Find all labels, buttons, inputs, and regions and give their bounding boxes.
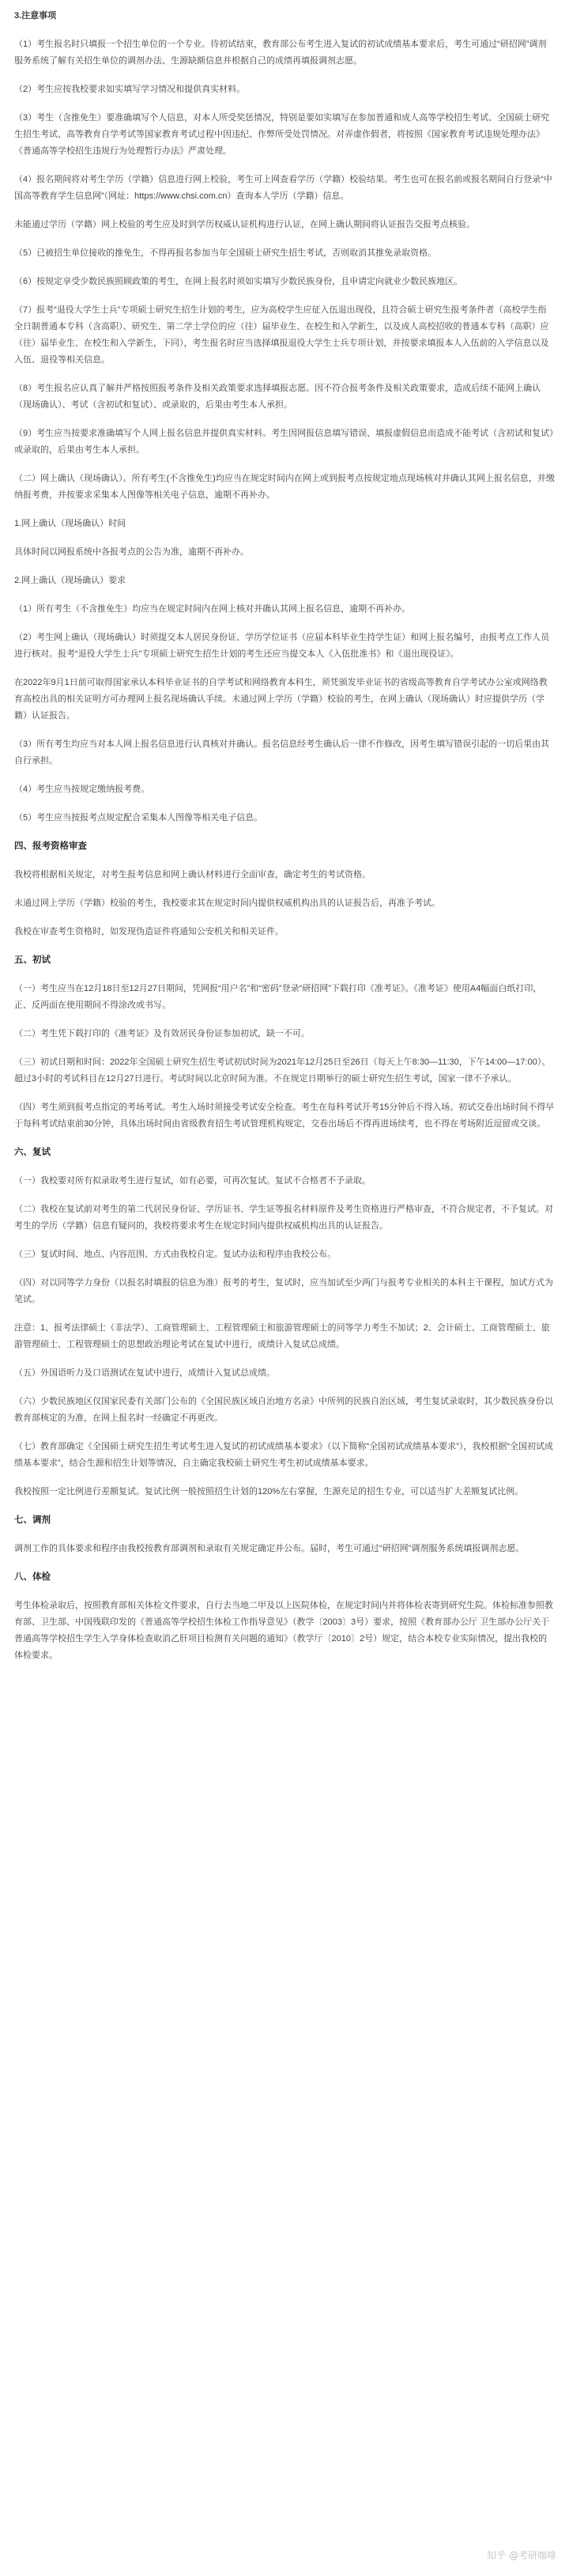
paragraph: （二）我校在复试前对考生的第二代居民身份证、学历证书、学生证等报名材料原件及考生资格进行严格审查，不符合规定者，不予复试。对考生的学历（学籍）信息有疑问的，我校将要求考生在规定时间内提供权威机构出具的认证报告。 — [14, 1205, 553, 1231]
paragraph: （一）考生应当在12月18日至12月27日期间，凭网报“用户名”和“密码”登录“研招网”下载打印《准考证》。《准考证》使用A4幅面白纸打印，正、反两面在使用期间不得涂改或书写。 — [14, 984, 542, 1010]
paragraph: （2）考生应按我校要求如实填写学习情况和提供真实材料。 — [14, 85, 246, 94]
heading: 3.注意事项 — [14, 11, 57, 21]
paragraph: （9）考生应当按要求准确填写个人网上报名信息并提供真实材料。考生因网报信息填写错误、填报虚假信息而造成不能考试（含初试和复试）或录取的，后果由考生本人承担。 — [14, 429, 554, 455]
watermark: 知乎 @考研咖啡 — [487, 2550, 556, 2561]
paragraph: （4）报名期间将对考生学历（学籍）信息进行网上校验，考生可上网查看学历（学籍）校验结果。考生也可在报名前或报名期间自行登录“中国高等教育学生信息网”（网址：https://www.chsi.com.cn）查询本人学历（学籍）信息。 — [14, 175, 552, 201]
paragraph: （四）对以同等学力身份（以报名时填报的信息为准）报考的考生，复试时，应当加试至少两门与报考专业相关的本科主干课程，加试方式为笔试。 — [14, 1278, 553, 1304]
section-heading: 八、体检 — [14, 1572, 51, 1582]
paragraph: （5）已被招生单位接收的推免生，不得再报名参加当年全国硕士研究生招生考试，否则取消其推免录取资格。 — [14, 248, 437, 258]
paragraph: （8）考生报名应认真了解并严格按照报考条件及相关政策要求选择填报志愿。因不符合报考条件及相关政策要求，造成后续不能网上确认（现场确认）、考试（含初试和复试）、或录取的，后果由考生本人承担。 — [14, 384, 541, 410]
paragraph: （一）我校要对所有拟录取考生进行复试，如有必要，可再次复试。复试不合格者不予录取。 — [14, 1176, 371, 1186]
paragraph: （三）复试时间、地点、内容范围、方式由我校自定。复试办法和程序由我校公布。 — [14, 1250, 336, 1259]
paragraph: （6）按规定享受少数民族照顾政策的考生，在网上报名时须如实填写少数民族身份，且申请定向就业少数民族地区。 — [14, 277, 463, 286]
paragraph: 具体时间以网报系统中各报考点的公告为准，逾期不再补办。 — [14, 547, 249, 557]
paragraph: 2.网上确认（现场确认）要求 — [14, 576, 126, 585]
paragraph: （二）考生凭下载打印的《准考证》及有效居民身份证参加初试，缺一不可。 — [14, 1029, 310, 1038]
paragraph: （3）考生（含推免生）要准确填写个人信息，对本人所受奖惩情况，特别是要如实填写在参加普通和成人高等学校招生考试、全国硕士研究生招生考试、高等教育自学考试等国家教育考试过程中因违纪、作弊所受处罚情况。对弄虚作假者，将按照《国家教育考试违规处理办法》《普通高等学校招生违规行为处理暂行办法》严肃处理。 — [14, 113, 550, 156]
paragraph: 我校将根据相关规定，对考生报考信息和网上确认材料进行全面审查，确定考生的考试资格。 — [14, 870, 371, 879]
paragraph: 1.网上确认（现场确认）时间 — [14, 519, 126, 528]
section-heading: 七、调剂 — [14, 1515, 51, 1525]
paragraph: （二）网上确认（现场确认）。所有考生(不含推免生)均应当在规定时间内在网上或到报考点按规定地点现场核对并确认其网上报名信息，并缴纳报考费，并按要求采集本人图像等相关电子信息，逾期不再补办。 — [14, 474, 555, 500]
paragraph: （7）报考“退役大学生士兵”专项硕士研究生招生计划的考生，应为高校学生应征入伍退出现役，且符合硕士研究生报考条件者（高校学生指全日制普通本专科（含高职）、研究生、第二学士学位的应（往）届毕业生、在校生和入学新生，以及成人高校招收的普通本专科（高职）应（往）届毕业生、在校生和入学新生，下同），考生报名时应当选择填报退役大学生士兵专项计划，并按要求填报本人入伍前的入学信息以及入伍、退役等相关信息。 — [14, 305, 549, 365]
paragraph: 我校按照一定比例进行差额复试。复试比例一般按照招生计划的120%左右掌握，生源充足的招生专业，可以适当扩大差额复试比例。 — [14, 1487, 524, 1496]
section-heading: 四、报考资格审查 — [14, 842, 87, 851]
paragraph: 考生体检录取后，按照教育部相关体检文件要求，自行去当地二甲及以上医院体检，在规定时间内并将体检表寄到研究生院。体检标准参照教育部、卫生部、中国残联印发的《普通高等学校招生体检工作指导意见》（教学〔2003〕3号）要求，按照《教育部办公厅 卫生部办公厅关于普通高等学校招生学生入学身体检查取消乙肝项目检测有关问题的通知》（教学厅〔2010〕2号）规定，结合本校专业实际情况，提出我校的体检要求。 — [14, 1601, 553, 1660]
paragraph: 未通过网上学历（学籍）校验的考生，我校要求其在规定时间内提供权威机构出具的认证报告后，再准予考试。 — [14, 898, 440, 908]
paragraph: （5）考生应当按报考点规定配合采集本人图像等相关电子信息。 — [14, 813, 263, 823]
paragraph: （七）教育部确定《全国硕士研究生招生考试考生进入复试的初试成绩基本要求》（以下简称“全国初试成绩基本要求”），我校根据“全国初试成绩基本要求”，结合生源和招生计划等情况，自主确定我校硕士研究生考生初试成绩基本要求。 — [14, 1442, 553, 1468]
paragraph: （2）考生网上确认（现场确认）时须提交本人居民身份证、学历学位证书（应届本科毕业生持学生证）和网上报名编号，由报考点工作人员进行核对。报考“退役大学生士兵”专项硕士研究生招生计划的考生还应当提交本人《入伍批准书》和《退出现役证》。 — [14, 633, 550, 659]
paragraph: （五）外国语听力及口语测试在复试中进行，成绩计入复试总成绩。 — [14, 1368, 275, 1378]
paragraph: （四）考生须到报考点指定的考场考试。考生入场时须接受考试安全检查。考生在每科考试开考15分钟后不得入场。初试交卷出场时间不得早于每科考试结束前30分钟，具体出场时间由省级教育招生考试管理机构规定，交卷出场后不得再进场续考，也不得在考场附近逗留或交谈。 — [14, 1103, 555, 1129]
paragraph: （1）所有考生（不含推免生）均应当在规定时间内在网上核对并确认其网上报名信息，逾期不再补办。 — [14, 604, 411, 614]
paragraph: 调剂工作的具体要求和程序由我校按教育部调剂和录取有关规定确定并公布。届时，考生可通过“研招网”调剂服务系统填报调剂志愿。 — [14, 1544, 525, 1553]
paragraph: 在2022年9月1日前可取得国家承认本科毕业证书的自学考试和网络教育本科生，须凭颁发毕业证书的省级高等教育自学考试办公室或网络教育高校出具的相关证明方可办理网上报名现场确认手续。未通过网上学历（学籍）校验的考生，在网上确认（现场确认）时应提供学历（学籍）认证报告。 — [14, 678, 548, 721]
paragraph: （4）考生应当按规定缴纳报考费。 — [14, 785, 150, 794]
paragraph: 未能通过学历（学籍）网上校验的考生应及时到学历权威认证机构进行认证，在网上确认期间将认证报告交报考点核验。 — [14, 220, 475, 229]
paragraph: 我校在审查考生资格时，如发现伪造证件将通知公安机关和相关证件。 — [14, 927, 284, 936]
section-heading: 五、初试 — [14, 955, 51, 965]
paragraph: （3）所有考生均应当对本人网上报名信息进行认真核对并确认。报名信息经考生确认后一律不作修改，因考生填写错误引起的一切后果由其自行承担。 — [14, 740, 550, 766]
paragraph: （六）少数民族地区仅国家民委有关部门公布的《全国民族区域自治地方名录》中所列的民族自治区域，考生复试录取时，其少数民族身份以教育部核定的为准，在网上报名时一经确定不再更改。 — [14, 1397, 553, 1423]
paragraph: 注意：1、报考法律硕士（非法学）、工商管理硕士、工程管理硕士和旅游管理硕士的同等学力考生不加试；2、会计硕士、工商管理硕士、旅游管理硕士、工程管理硕士的思想政治理论考试在复试中进行，成绩计入复试总成绩。 — [14, 1323, 550, 1349]
paragraph: （三）初试日期和时间：2022年全国硕士研究生招生考试初试时间为2021年12月25日至26日（每天上午8:30—11:30，下午14:00—17:00）。超过3小时的考试科目在12月27日进行。考试时间以北京时间为准。不在规定日期举行的硕士研究生招生考试，国家一律不予承认。 — [14, 1057, 551, 1084]
paragraph: （1）考生报名时只填报一个招生单位的一个专业。待初试结束，教育部公布考生进入复试的初试成绩基本要求后，考生可通过“研招网”调剂服务系统了解有关招生单位的调剂办法、生源缺额信息并根据自己的成绩再填报调剂志愿。 — [14, 40, 547, 66]
section-heading: 六、复试 — [14, 1148, 51, 1157]
